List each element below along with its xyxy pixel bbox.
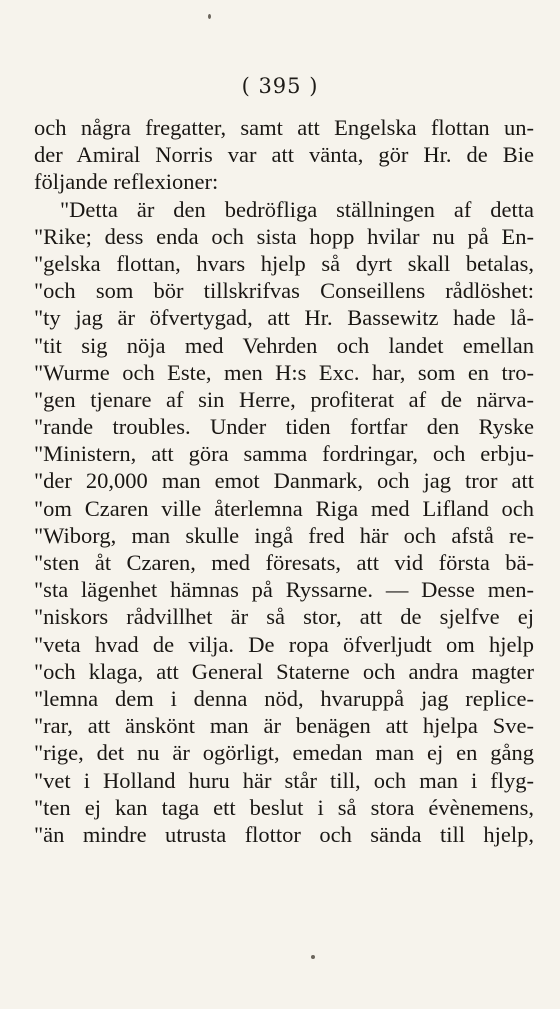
text-line: "ten ej kan taga ett beslut i så stora évènemens, — [34, 794, 534, 820]
text-line: "lemna dem i denna nöd, hvaruppå jag replice- — [34, 685, 534, 711]
text-line: "ty jag är öfvertygad, att Hr. Bassewitz hade lå- — [34, 305, 534, 331]
body-text — [34, 114, 534, 848]
text-line: "rar, att änskönt man är benägen att hjelpa Sve- — [34, 713, 534, 739]
text-line: "gelska flottan, hvars hjelp så dyrt skall betalas, — [34, 250, 534, 276]
page-number: ( 395 ) — [241, 74, 319, 98]
text-line: "Wiborg, man skulle ingå fred här och afstå re- — [34, 522, 534, 548]
paper-speck — [208, 14, 211, 19]
text-line: "rige, det nu är ogörligt, emedan man ej en gång — [34, 740, 534, 766]
text-line: "der 20,000 man emot Danmark, och jag tror att — [34, 468, 534, 494]
text-line: "niskors rådvillhet är så stor, att de sjelfve ej — [34, 604, 534, 630]
paper-speck — [311, 955, 315, 959]
text-line: "och klaga, att General Staterne och andra magter — [34, 658, 534, 684]
text-line: "rande troubles. Under tiden fortfar den Ryske — [34, 414, 534, 440]
text-line: "vet i Holland huru här står till, och man i flyg- — [34, 767, 534, 793]
text-line: "Wurme och Este, men H:s Exc. har, som en tro- — [34, 359, 534, 385]
text-line: och några fregatter, samt att Engelska flottan un- — [34, 115, 534, 140]
text-line: "Rike; dess enda och sista hopp hvilar nu på En- — [34, 223, 534, 249]
text-line: "och som bör tillskrifvas Conseillens rådlöshet: — [34, 278, 534, 304]
text-line: "veta hvad de vilja. De ropa öfverljudt om hjelp — [34, 631, 534, 657]
text-line: "gen tjenare af sin Herre, profiterat af de närva- — [34, 386, 534, 412]
text-line: "Ministern, att göra samma fordringar, och erbju- — [34, 441, 534, 467]
text-line: der Amiral Norris var att vänta, gör Hr. de Bie — [34, 142, 534, 168]
text-line: "sta lägenhet hämnas på Ryssarne. — Desse men- — [34, 577, 534, 603]
text-line: "tit sig nöja med Vehrden och landet emellan — [34, 332, 534, 358]
text-line: "än mindre utrusta flottor och sända till hjelp, — [34, 821, 534, 847]
text-line: följande reflexioner: — [34, 169, 219, 195]
text-line: "sten åt Czaren, med föresats, att vid första bä- — [34, 550, 534, 575]
text-line: "Detta är den bedröfliga ställningen af detta — [60, 196, 534, 222]
text-line: "om Czaren ville återlemna Riga med Lifland och — [34, 495, 534, 521]
